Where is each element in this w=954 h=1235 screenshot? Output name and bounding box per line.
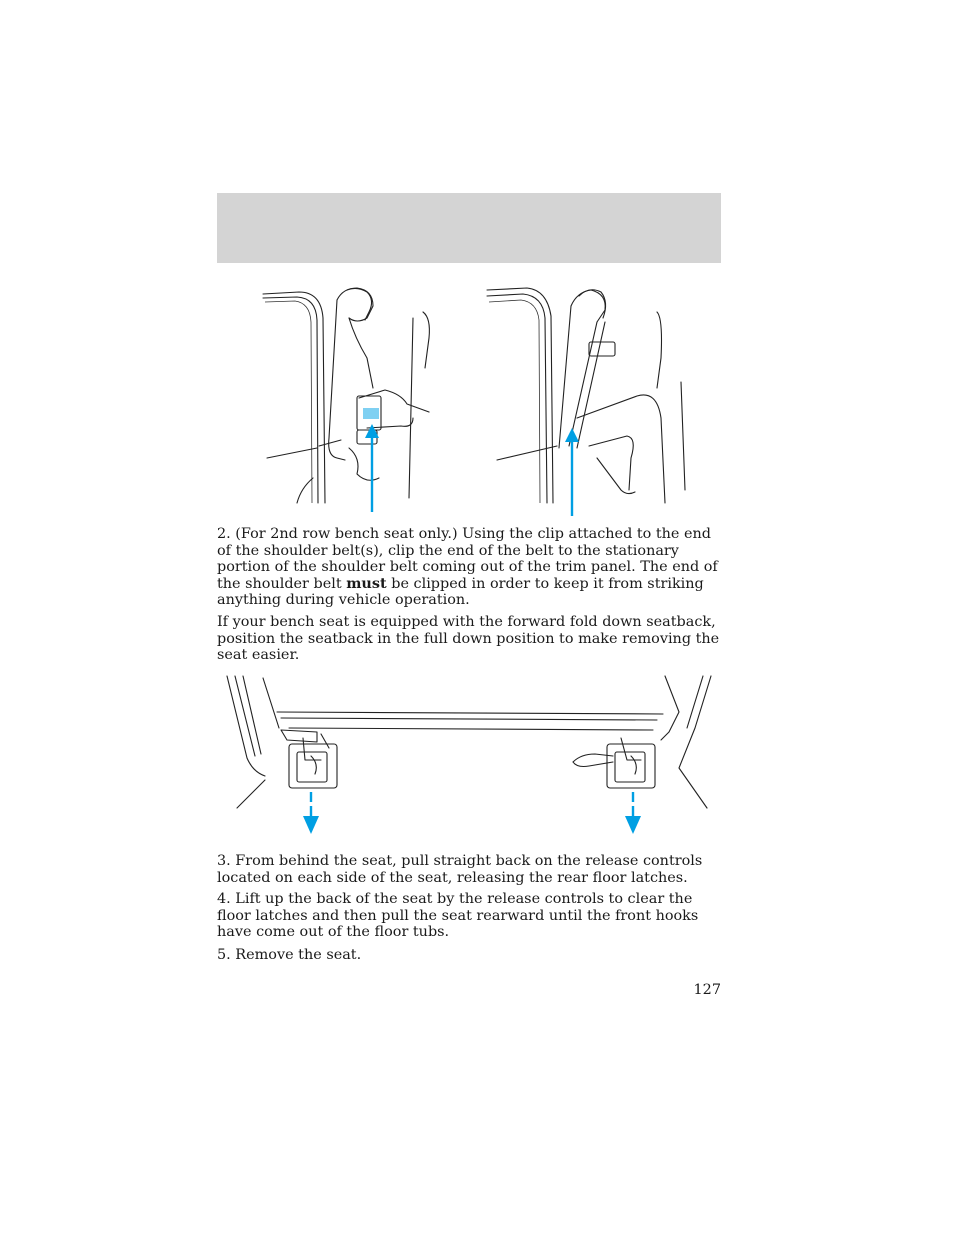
step-3-paragraph bbox=[217, 853, 721, 886]
right-latch bbox=[573, 738, 655, 788]
left-belt-panel bbox=[263, 288, 429, 503]
shoulder-belt-clip-illustration bbox=[217, 278, 721, 523]
arrows bbox=[303, 792, 641, 834]
right-belt-panel bbox=[487, 288, 685, 503]
seat-release-illustration bbox=[217, 668, 721, 843]
section-header-bar bbox=[217, 193, 721, 263]
fold-note-paragraph bbox=[217, 614, 721, 664]
step-4-text: 4. Lift up the back of the seat by the release controls to clear the floor latches and then pull the seat rearward until the front hooks have come out of the floor tubs. bbox=[217, 891, 699, 941]
fold-note-text: If your bench seat is equipped with the forward fold down seatback, position the seatback in the full down position to make removing the seat easier. bbox=[217, 614, 720, 664]
step-5-paragraph bbox=[217, 947, 721, 964]
step-2-text-continued: be clipped in order to keep it from striking anything during vehicle operation. bbox=[217, 575, 704, 609]
page-number: 127 bbox=[693, 982, 721, 998]
step-2-bold-text: must bbox=[346, 574, 387, 592]
step-4-paragraph bbox=[217, 891, 721, 941]
step-2-text: 2. (For 2nd row bench seat only.) Using the clip attached to the end of the shoulder belt(s), clip the end of the belt to the stationary portion of the shoulder belt coming out of the trim panel. The end of the shoulder belt bbox=[217, 526, 718, 592]
step-3-text: 3. From behind the seat, pull straight back on the release controls located on each side of the seat, releasing the rear floor latches. bbox=[217, 853, 703, 886]
step-5-text: 5. Remove the seat. bbox=[217, 947, 362, 963]
step-2-paragraph bbox=[217, 526, 721, 609]
